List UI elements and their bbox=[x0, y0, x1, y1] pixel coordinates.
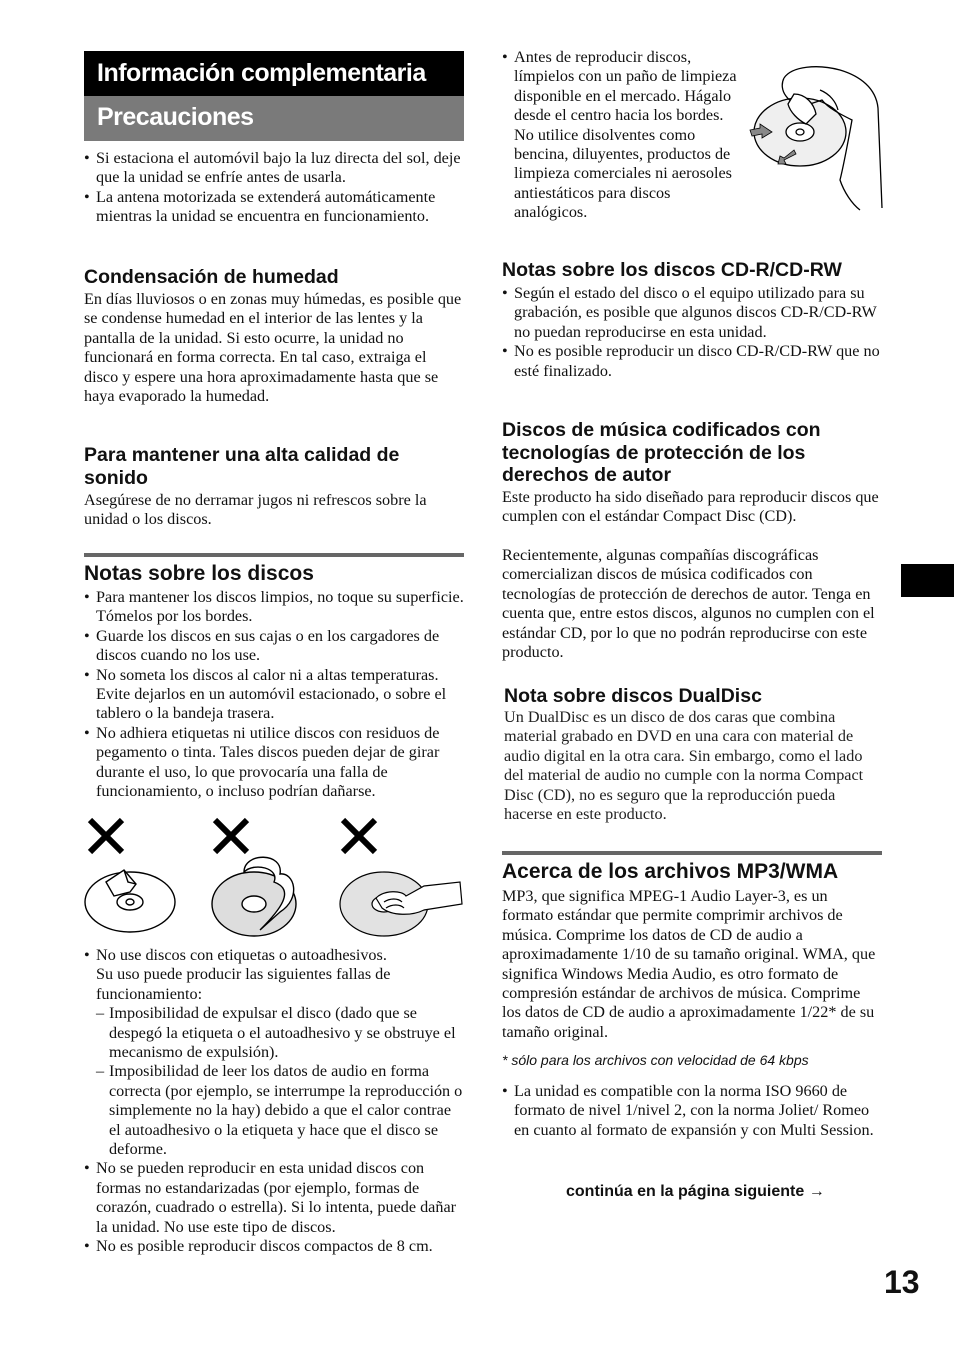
list-item bbox=[84, 946, 466, 1159]
dualdisc-heading: Nota sobre discos DualDisc bbox=[504, 685, 762, 707]
disc-with-label-illustration bbox=[85, 870, 175, 932]
copyright-body: Recientemente, algunas compañías discográficas comercializan discos de música codificados con tecnologías de protección de derechos de autor. Tenga en cuenta que, entre estos discos, algunos no cumplen con el estándar CD, por lo que no podrán reproducirse con este producto. bbox=[502, 546, 875, 662]
divider bbox=[84, 553, 464, 557]
list-item-text: Su uso puede producir las siguientes fallas de funcionamiento: bbox=[96, 965, 391, 1003]
section-tab bbox=[901, 564, 954, 597]
x-mark-icon bbox=[215, 820, 247, 852]
mp3-body: MP3, que significa MPEG-1 Audio Layer-3, es un formato estándar que permite comprimir archivos de música. Comprime los datos de CD de audio a aproximadamente 1/10 de su tamaño original. WMA, que significa Windows Media Audio, es otro formato de compresión estándar de archivos de música. Comprime los datos de CD de audio a aproximadamente 1/22* de su tamaño original. bbox=[502, 887, 876, 1041]
list-item: • No adhiera etiquetas ni utilice discos con residuos de pegamento o tinta. Tales discos pueden dejar de girar durante el uso, lo que provocaría una falla de funcionamiento, o incluso podrían dañarse. bbox=[84, 724, 466, 802]
discs-list bbox=[84, 588, 466, 801]
footnote bbox=[502, 1052, 882, 1068]
list-item: • Guarde los discos en sus cajas o en los cargadores de discos cuando no los use. bbox=[84, 627, 466, 666]
list-item: • Para mantener los discos limpios, no toque su superficie. Tómelos por los bordes. bbox=[84, 588, 466, 627]
discs-heading: Notas sobre los discos bbox=[84, 562, 314, 585]
list-item: • Si estaciona el automóvil bajo la luz directa del sol, deje que la unidad se enfríe antes de usarla. bbox=[84, 149, 464, 188]
continue-note bbox=[566, 1183, 882, 1201]
heart-shaped-disc-illustration bbox=[212, 857, 296, 936]
condensation-heading: Condensación de humedad bbox=[84, 266, 339, 288]
list-item: • Según el estado del disco o el equipo utilizado para su grabación, es posible que algunos discos CD-R/CD-RW no puedan reproducirse en esta unidad. bbox=[502, 284, 882, 342]
section-title: Información complementaria bbox=[84, 51, 464, 96]
copyright-heading: Discos de música codificados con tecnologías de protección de los derechos de autor bbox=[502, 419, 821, 486]
x-mark-icon bbox=[343, 820, 375, 852]
sub-list bbox=[96, 1004, 466, 1159]
quality-heading: Para mantener una alta calidad de sonido bbox=[84, 444, 400, 489]
divider bbox=[502, 851, 882, 855]
list-item: • No es posible reproducir un disco CD-R/CD-RW que no esté finalizado. bbox=[502, 342, 882, 381]
list-item: • No someta los discos al calor ni a altas temperaturas. Evite dejarlos en un automóvil estacionado, o sobre el tablero o la bandeja trasera. bbox=[84, 666, 466, 724]
cdr-list bbox=[502, 284, 882, 381]
list-item: • La unidad es compatible con la norma ISO 9660 de formato de nivel 1/nivel 2, con la norma Joliet/ Romeo en cuanto al formato de expansión y con Multi Session. bbox=[502, 1082, 882, 1140]
list-item: • No es posible reproducir discos compactos de 8 cm. bbox=[84, 1237, 466, 1256]
list-item: • La antena motorizada se extenderá automáticamente mientras la unidad se encuentra en funcionamiento. bbox=[84, 188, 464, 227]
mp3-heading: Acerca de los archivos MP3/WMA bbox=[502, 860, 839, 883]
label-list bbox=[84, 946, 466, 1257]
list-item-text: No use discos con etiquetas o autoadhesivos. bbox=[96, 946, 387, 964]
intro-list bbox=[84, 149, 464, 227]
disc-illustrations bbox=[84, 812, 464, 940]
page-number: 13 bbox=[884, 1264, 920, 1300]
sub-list-item: – Imposibilidad de leer los datos de audio en forma correcta (por ejemplo, se interrumpe la reproducción o simplemente no la hay) debido a que el calor contrae el autoadhesivo o la etiqueta y hace que el disco se deforme. bbox=[96, 1062, 466, 1159]
arrow-right-icon: → bbox=[808, 1183, 825, 1200]
copyright-intro: Este producto ha sido diseñado para reproducir discos que cumplen con el estándar Compact Disc (CD). bbox=[502, 488, 879, 526]
footnote-text: sólo para los archivos con velocidad de 64 kbps bbox=[511, 1052, 809, 1068]
dualdisc-body: Un DualDisc es un disco de dos caras que combina material grabado en DVD en una cara con material de audio digital en la otra cara. Sin embargo, como el lado del material de audio no cumple con la norma Compact Disc (CD), no es seguro que la reproducción pueda hacerse en este producto. bbox=[504, 708, 864, 824]
continue-text: continúa en la página siguiente bbox=[566, 1183, 805, 1200]
list-item: • Antes de reproducir discos, límpielos con un paño de limpieza disponible en el mercado. Hágalo desde el centro hacia los bordes. No utilice disolventes como bencina, diluyentes, productos de limpieza comerciales ni aerosoles antiestáticos para discos analógicos. bbox=[502, 48, 740, 223]
cdr-heading: Notas sobre los discos CD-R/CD-RW bbox=[502, 259, 842, 281]
quality-body: Asegúrese de no derramar jugos ni refrescos sobre la unidad o los discos. bbox=[84, 491, 427, 529]
page-title: Precauciones bbox=[84, 96, 464, 141]
disc-cleaning-illustration bbox=[748, 60, 884, 214]
condensation-body: En días lluviosos o en zonas muy húmedas, es posible que se condense humedad en el interior de las lentes y la pantalla de la unidad. Si esto ocurre, la unidad no funcionará en forma correcta. En tal caso, extraiga el disco y espere una hora aproximadamente hasta que se haya evaporado la humedad. bbox=[84, 290, 462, 406]
footnote-mark: * bbox=[502, 1052, 508, 1068]
x-mark-icon bbox=[90, 820, 122, 852]
disc-with-residue-illustration bbox=[340, 872, 462, 936]
list-item: • No se pueden reproducir en esta unidad discos con formas no estandarizadas (por ejemplo, formas de corazón, cuadrado o estrella). Si lo intenta, puede dañar la unidad. No use este tipo de discos. bbox=[84, 1159, 466, 1237]
sub-list-item: – Imposibilidad de expulsar el disco (dado que se despegó la etiqueta o el autoadhesivo y se obstruye el mecanismo de expulsión). bbox=[96, 1004, 466, 1062]
mp3-list bbox=[502, 1082, 882, 1140]
cleaning-list bbox=[502, 48, 740, 223]
